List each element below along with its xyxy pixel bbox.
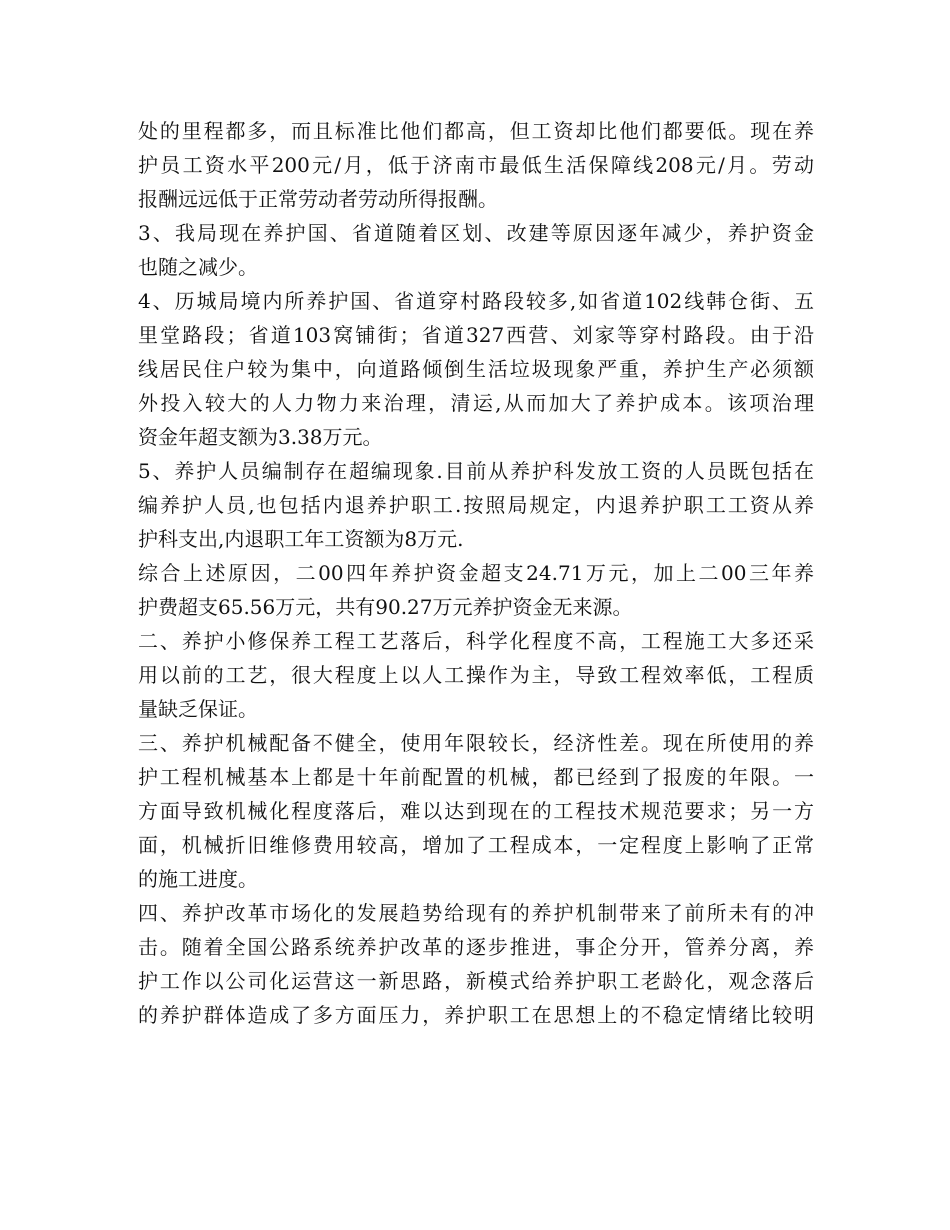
text-line: 护工作以公司化运营这一新思路，新模式给养护职工老龄化，观念落后 bbox=[138, 969, 814, 993]
text-line: 方面导致机械化程度落后，难以达到现在的工程技术规范要求；另一方 bbox=[138, 799, 814, 823]
text-line: 护费超支65.56万元，共有90.27万元养护资金无来源。 bbox=[138, 595, 633, 619]
text-line: 报酬远远低于正常劳动者劳动所得报酬。 bbox=[138, 187, 498, 211]
text-line: 量缺乏保证。 bbox=[138, 697, 258, 721]
text-line: 处的里程都多，而且标准比他们都高，但工资却比他们都要低。现在养 bbox=[138, 119, 814, 143]
text-line: 外投入较大的人力物力来治理，清运,从而加大了养护成本。该项治理 bbox=[138, 391, 814, 415]
text-line: 3、我局现在养护国、省道随着区划、改建等原因逐年减少，养护资金 bbox=[138, 221, 814, 245]
text-line: 护工程机械基本上都是十年前配置的机械，都已经到了报废的年限。一 bbox=[138, 765, 814, 789]
text-line: 里堂路段；省道103窝铺街；省道327西营、刘家等穿村路段。由于沿 bbox=[138, 323, 814, 347]
text-line: 5、养护人员编制存在超编现象.目前从养护科发放工资的人员既包括在 bbox=[138, 459, 814, 483]
text-line: 面，机械折旧维修费用较高，增加了工程成本，一定程度上影响了正常 bbox=[138, 833, 814, 857]
text-line: 四、养护改革市场化的发展趋势给现有的养护机制带来了前所未有的冲 bbox=[138, 901, 814, 925]
text-line: 线居民住户较为集中，向道路倾倒生活垃圾现象严重，养护生产必须额 bbox=[138, 357, 814, 381]
text-line: 综合上述原因，二00四年养护资金超支24.71万元，加上二00三年养 bbox=[138, 561, 814, 585]
text-line: 也随之减少。 bbox=[138, 255, 258, 279]
text-line: 的施工进度。 bbox=[138, 867, 258, 891]
text-line: 编养护人员,也包括内退养护职工.按照局规定，内退养护职工工资从养 bbox=[138, 493, 814, 517]
text-line: 护科支出,内退职工年工资额为8万元. bbox=[138, 527, 464, 551]
text-line: 击。随着全国公路系统养护改革的逐步推进，事企分开，管养分离，养 bbox=[138, 935, 814, 959]
text-line: 资金年超支额为3.38万元。 bbox=[138, 425, 383, 449]
text-line: 4、历城局境内所养护国、省道穿村路段较多,如省道102线韩仓街、五 bbox=[138, 289, 814, 313]
text-line: 三、养护机械配备不健全，使用年限较长，经济性差。现在所使用的养 bbox=[138, 731, 814, 755]
text-line: 护员工资水平200元/月，低于济南市最低生活保障线208元/月。劳动 bbox=[138, 153, 814, 177]
text-line: 用以前的工艺，很大程度上以人工操作为主，导致工程效率低，工程质 bbox=[138, 663, 814, 687]
text-line: 的养护群体造成了多方面压力，养护职工在思想上的不稳定情绪比较明 bbox=[138, 1003, 814, 1027]
document-page bbox=[138, 114, 814, 1032]
text-line: 二、养护小修保养工程工艺落后，科学化程度不高，工程施工大多还采 bbox=[138, 629, 814, 653]
